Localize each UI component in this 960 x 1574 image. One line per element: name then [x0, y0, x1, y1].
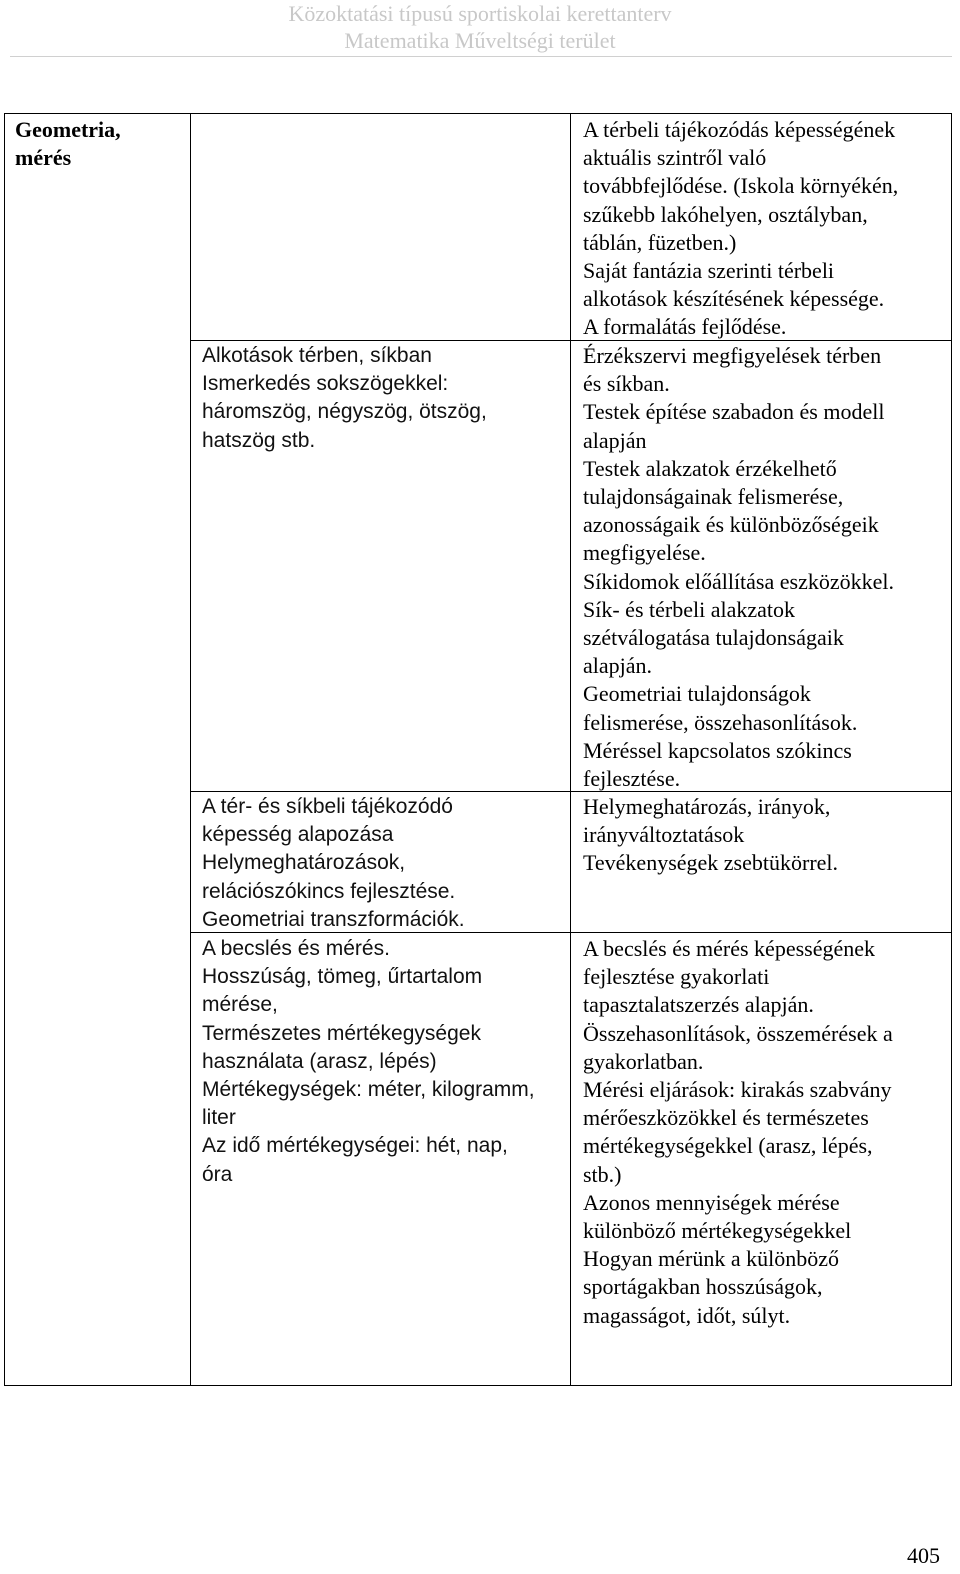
header-title: Közoktatási típusú sportiskolai kerettanterv	[288, 1, 672, 26]
header-divider	[10, 56, 952, 57]
content-cell-3	[202, 793, 566, 934]
content-text-4: A becslés és mérés. Hosszúság, tömeg, űrtartalom mérése, Természetes mértékegységek használata (arasz, lépés) Mértékegységek: méter, kilogramm, liter Az idő mértékegységei: hét, nap, óra	[202, 937, 535, 1186]
requirements-cell-2	[583, 342, 949, 793]
content-text-2: Alkotások térben, síkban Ismerkedés sokszögekkel: háromszög, négyszög, ötszög, hatszög stb.	[202, 344, 487, 452]
requirements-cell-1	[583, 116, 949, 342]
content-text-3: A tér- és síkbeli tájékozódó képesség alapozása Helymeghatározások, relációszókincs fejlesztése. Geometriai transzformációk.	[202, 795, 465, 931]
table-border-bottom	[4, 1385, 952, 1386]
subject-label: Geometria, mérés	[15, 117, 121, 171]
header-subtitle: Matematika Műveltségi terület	[344, 28, 616, 53]
column-divider-2	[570, 113, 571, 1386]
table-border-top	[4, 113, 952, 114]
requirements-text-3: Helymeghatározás, irányok, irányváltoztatások Tevékenységek zsebtükörrel.	[583, 794, 839, 876]
subject-cell	[15, 116, 185, 172]
column-divider-1	[190, 113, 191, 1386]
content-cell-2	[202, 342, 566, 455]
requirements-cell-3	[583, 793, 949, 878]
requirements-text-1: A térbeli tájékozódás képességének aktuális szintről való továbbfejlődése. (Iskola környékén, szűkebb lakóhelyen, osztályban, táblán, füzetben.) Saját fantázia szerinti térbeli alkotások készítésének képessége. A formalátás fejlődése.	[583, 117, 899, 340]
requirements-text-4: A becslés és mérés képességének fejlesztése gyakorlati tapasztalatszerzés alapján. Összehasonlítások, összemérések a gyakorlatban. Mérési eljárások: kirakás szabvány mérőeszközökkel és természetes mértékegységekkel (arasz, lépés, stb.) Azonos mennyiségek mérése különböző mértékegységekkel Hogyan mérünk a különböző sportágakban hosszúságok, magasságot, időt, súlyt.	[583, 936, 893, 1328]
page-number: 405	[907, 1543, 940, 1568]
curriculum-table	[4, 113, 952, 1386]
table-border-right	[951, 113, 952, 1386]
content-cell-4	[202, 935, 566, 1189]
requirements-text-2: Érzékszervi megfigyelések térben és síkban. Testek építése szabadon és modell alapján Testek alakzatok érzékelhető tulajdonságainak felismerése, azonosságaik és különbözőségeik megfigyelése. Síkidomok előállítása eszközökkel. Sík- és térbeli alakzatok szétválogatása tulajdonságaik alapján. Geometriai tulajdonságok felismerése, összehasonlítások. Méréssel kapcsolatos szókincs fejlesztése.	[583, 343, 894, 792]
requirements-cell-4	[583, 935, 949, 1330]
table-border-left	[4, 113, 5, 1386]
